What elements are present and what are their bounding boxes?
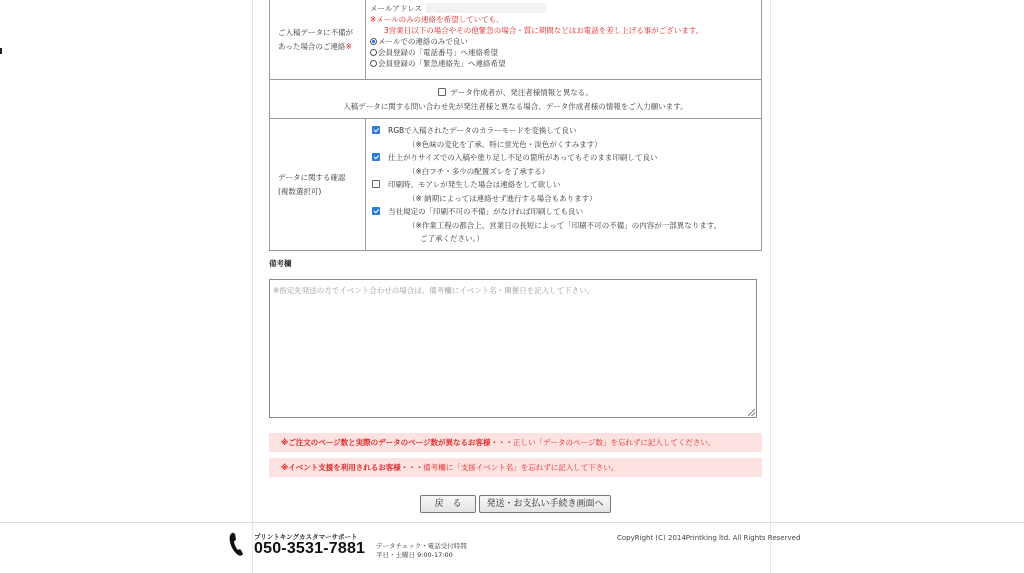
notice-event-support <box>269 458 762 477</box>
confirm-option-moire[interactable] <box>370 178 757 192</box>
confirm-option-bleed[interactable] <box>370 151 757 165</box>
right-guide-line <box>770 0 771 573</box>
data-confirmation-label <box>270 119 366 250</box>
contact-preference-content <box>366 0 761 79</box>
data-confirmation-label-line2: (複数選択可) <box>278 186 322 196</box>
confirm-option-rgb[interactable] <box>370 124 757 138</box>
confirm-note-bleed: （※白フチ・多少の配置ズレを了承する） <box>408 166 550 176</box>
notice-page-count-text: 正しい「データのページ数」を忘れずに記入してください。 <box>513 438 716 447</box>
contact-option-emergency[interactable] <box>370 58 757 69</box>
support-hours-label: データチェック・電話受付時間 <box>376 542 467 550</box>
remarks-title: 備考欄 <box>269 259 292 268</box>
support-hours-value: 平日・土曜日 9:00-17:00 <box>376 551 453 559</box>
contact-label-line1: ご入稿データに不備が <box>278 27 353 37</box>
remarks-placeholder: ※指定先発送の方でイベント合わせの場合は、備考欄にイベント名・開催日を記入して下さい。 <box>273 286 595 295</box>
data-creator-toggle[interactable] <box>270 86 761 100</box>
confirm-note-defect-2: ご了承ください。） <box>420 234 484 243</box>
email-label: メールアドレス <box>370 4 423 13</box>
radio-phone[interactable] <box>370 49 377 56</box>
checkbox-defect-label: 当社規定の「印刷不可の不備」がなければ印刷しても良い <box>388 207 583 216</box>
contact-option-email[interactable] <box>370 36 757 47</box>
contact-label-line2: あった場合のご連絡 <box>278 41 346 51</box>
remarks-textarea[interactable] <box>269 279 757 418</box>
data-creator-checkbox[interactable] <box>438 88 446 96</box>
contact-preference-label <box>270 0 366 79</box>
support-phone-number: 050-3531-7881 <box>254 540 366 557</box>
data-creator-content <box>270 80 761 118</box>
edge-mark <box>0 48 2 54</box>
radio-email-only-label: メールでの連絡のみで良い <box>378 37 468 46</box>
radio-phone-label: 会員登録の「電話番号」へ連絡希望 <box>378 48 498 57</box>
support-title: プリントキングカスタマーサポート <box>254 533 358 541</box>
copyright: CopyRight (C) 2014Printking ltd. All Rights Reserved <box>617 534 801 542</box>
data-creator-description: 入稿データに関する問い合わせ先が発注者様と異なる場合、データ作成者様の情報をご入力願います。 <box>343 102 688 111</box>
email-value-redacted <box>426 3 546 13</box>
data-creator-row <box>269 80 762 119</box>
notice-page-count <box>269 433 762 452</box>
proceed-to-payment-button[interactable]: 発送・お支払い手続き画面へ <box>479 495 611 513</box>
data-confirmation-label-line1: データに関する確認 <box>278 172 346 182</box>
left-guide-line <box>252 0 253 573</box>
radio-emergency[interactable] <box>370 60 377 67</box>
confirm-note-defect: （※作業工程の都合上、営業日の長短によって「印刷不可の不備」の内容が一部異なります。 <box>408 220 722 230</box>
phone-icon <box>228 531 246 557</box>
checkbox-defect[interactable] <box>372 207 380 215</box>
data-creator-checkbox-label: データ作成者が、発注者様情報と異なる。 <box>450 88 593 97</box>
contact-preference-row <box>269 0 762 80</box>
resize-grip-icon[interactable] <box>748 409 755 416</box>
back-button[interactable]: 戻 る <box>420 495 476 513</box>
required-mark: ※ <box>345 41 352 51</box>
order-form-table <box>269 0 762 251</box>
notice-event-support-text: 備考欄に「支援イベント名」を忘れずに記入して下さい。 <box>423 463 619 472</box>
checkbox-moire-label: 印刷時、モアレが発生した場合は連絡をして欲しい <box>388 180 561 189</box>
radio-emergency-label: 会員登録の「緊急連絡先」へ連絡希望 <box>378 59 506 68</box>
footer-divider <box>0 522 1024 523</box>
checkbox-bleed[interactable] <box>372 153 380 161</box>
confirm-note-rgb: （※色味の変化を了承、特に蛍光色・淡色がくすみます） <box>408 139 602 149</box>
checkbox-rgb-label: RGBで入稿されたデータのカラーモードを変換して良い <box>388 126 577 135</box>
confirm-note-moire: （※ 納期によっては連絡せず進行する場合もあります） <box>408 193 597 203</box>
checkbox-bleed-label: 仕上がりサイズでの入稿や塗り足し不足の箇所があってもそのまま印刷して良い <box>388 153 658 162</box>
notice-event-support-bold: ※イベント支援を利用されるお客様・・・ <box>281 463 424 472</box>
data-confirmation-options <box>366 119 761 250</box>
checkbox-rgb[interactable] <box>372 126 380 134</box>
notice-page-count-bold: ※ご注文のページ数と実際のデータのページ数が異なるお客様・・・ <box>281 438 513 447</box>
confirm-option-defect[interactable] <box>370 205 757 219</box>
radio-email-only[interactable] <box>370 38 377 45</box>
data-confirmation-row <box>269 119 762 251</box>
contact-warning-1: ※メールのみの連絡を希望していても、 <box>370 15 504 24</box>
checkbox-moire[interactable] <box>372 180 380 188</box>
contact-option-phone[interactable] <box>370 47 757 58</box>
contact-warning-2: 3営業日以下の場合やその他緊急の場合・質に期間などはお電話を差し上げる事がございます。 <box>384 26 704 35</box>
